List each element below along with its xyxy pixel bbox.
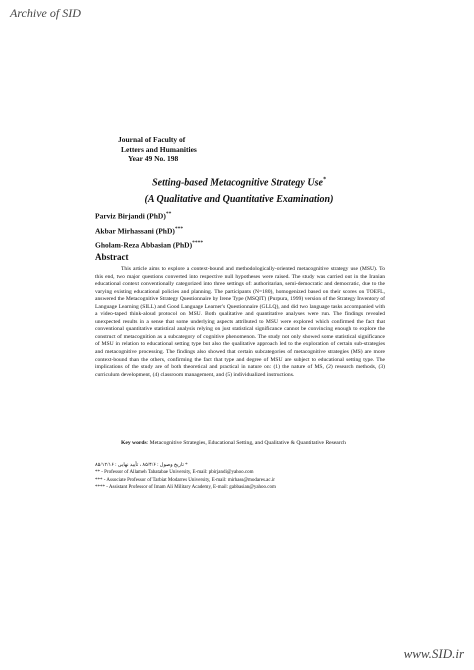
author-1 <box>95 208 203 223</box>
footnote-author-3: **** - Assistant Professor of Imam Ali Military Academy, E-mail: gabbasian@yahoo.com <box>95 485 276 491</box>
journal-name-line1: Journal of Faculty of <box>118 135 186 144</box>
author-3-name: Gholam-Reza Abbasian (PhD) <box>95 240 193 250</box>
article-title <box>60 172 418 208</box>
keywords <box>95 440 385 448</box>
keywords-text: : Metacognitive Strategies, Educational Setting, and Qualitative & Quantitative Research <box>146 440 346 446</box>
footnote-author-1: ** - Professor of Allameh Tabatabae University, E-mail: pbirjandi@yahoo.com <box>95 470 254 476</box>
journal-info <box>118 135 197 164</box>
footnote-dates: * تاریخ وصول : ۸۵/۴/۶ ، تأیید نهایی : ۸۵/۱۲/۱۶ <box>95 463 188 468</box>
title-line1: Setting-based Metacognitive Strategy Use <box>152 177 323 189</box>
journal-issue: Year 49 No. 198 <box>128 154 179 163</box>
footnotes <box>95 462 395 492</box>
author-1-mark: ** <box>165 211 172 217</box>
author-2-mark: *** <box>174 225 184 232</box>
journal-name-line2: Letters and Humanities <box>121 144 197 154</box>
watermark-sid-url: www.SID.ir <box>403 646 464 661</box>
title-line2: (A Qualitative and Quantitative Examination) <box>144 194 334 206</box>
keywords-label: Key words <box>121 440 147 446</box>
author-list <box>95 208 203 252</box>
abstract-body: This article aims to explore a context-bound and methodologically-oriented metacognitive strategy use (MSU). To this end, two major questions converted into respective null hypotheses were raised. The study was carried out in the Iranian educational context conventionally categorized into three settings of: authoritarian, semi-democratic and democratic, due to the varying existing educational policies and planning. The participants (N=180), homogenized based on their scores on TOEFL, answered the Metacognitive Strategy Questionnaire by Irene Type (MSQIT) (Purpura, 1999) version of the Strategy Inventory of Language Learning (SILL) and Good Language Learner's Questionnaire (GLLQ), and did two language tasks accompanied with a video-taped think-aloud protocol on MSU. Both qualitative and quantitative analyses were run. The findings revealed unexpected results in a sense that some underlying aspects attributed to MSU were explored which confirmed the fact that conventional quantitative statistical analysis relying on just statistical significance cannot be convincing enough to explore the construct of metacognition as a subcategory of cognitive phenomenon. The study not only showed some statistical significance of MSU in relation to educational setting type but also the qualitative approach led to the exploration of certain sub-strategies and metacognitive processing. The findings also showed that certain subcategories of metacognitive strategies (MS) are more context-bound than the others, confirming the fact that type and degree of MSU are subject to educational setting type. The implications of the study are of both theoretical and practical in nature on: (1) the nature of MS, (2) research methods, (3) curriculum development, (4) classroom management, and (5) individualized instructions. <box>95 266 385 378</box>
footnote-author-2: *** - Associate Professor of Tarbiat Modarres University, E-mail: mirhass@modares.ac.ir <box>95 477 275 483</box>
watermark-archive-of-sid: Archive of SID <box>10 6 81 20</box>
author-3 <box>95 237 203 252</box>
abstract-heading: Abstract <box>95 252 129 262</box>
author-3-mark: **** <box>192 240 204 246</box>
title-footnote-marker: * <box>322 177 326 183</box>
author-1-name: Parviz Birjandi (PhD) <box>95 211 166 221</box>
author-2 <box>95 223 203 238</box>
author-2-name: Akbar Mirhassani (PhD) <box>95 226 175 235</box>
